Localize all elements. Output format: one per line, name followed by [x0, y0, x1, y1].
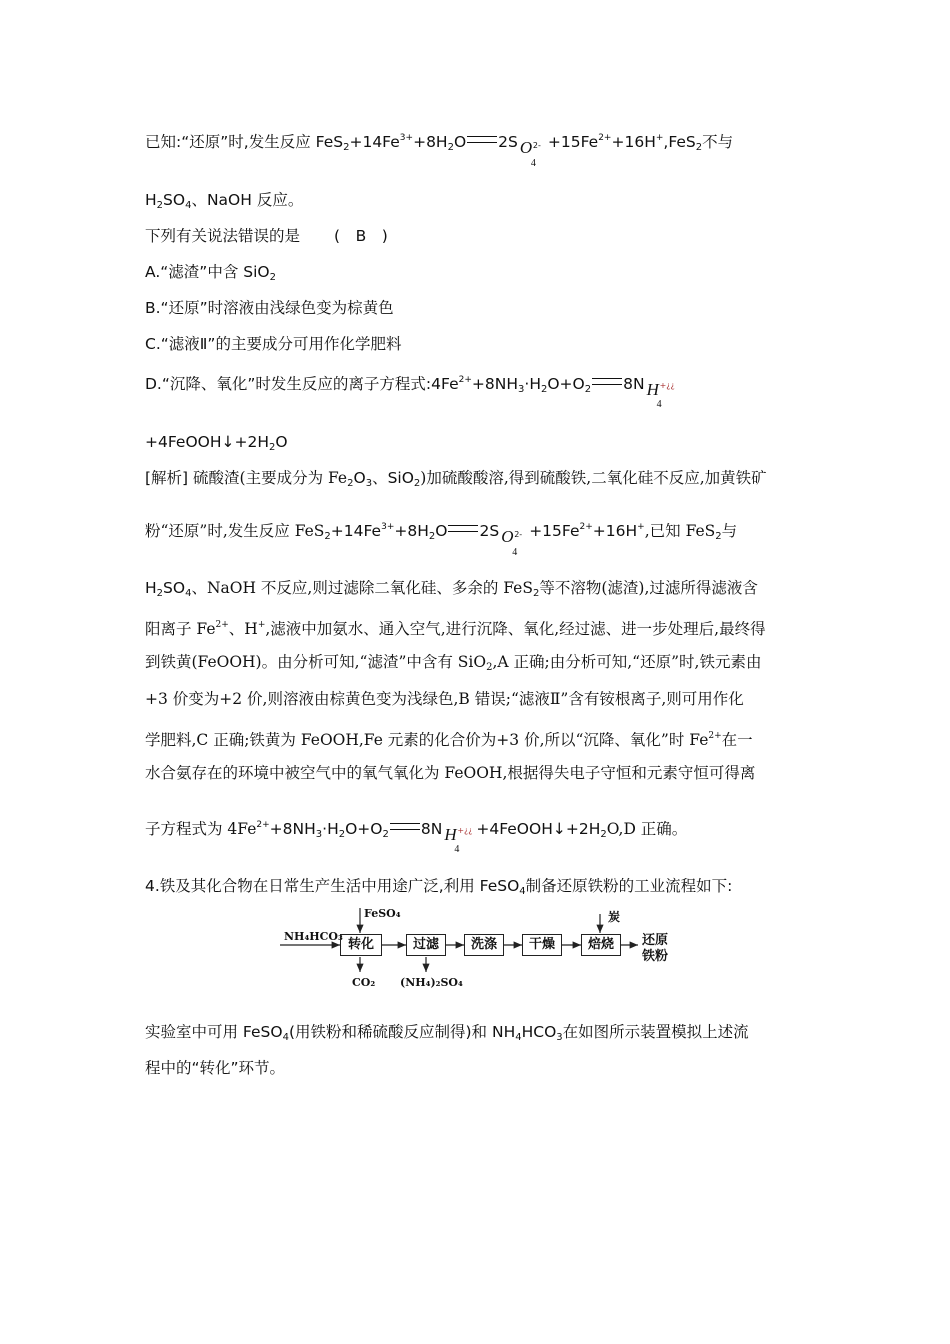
equals-sign: [592, 378, 622, 385]
input-nh4hco3-label: NH₄HCO₃: [284, 930, 343, 943]
text: O: [353, 469, 366, 487]
subscript: 4: [282, 1032, 289, 1043]
text: 制备还原铁粉的工业流程如下:: [525, 877, 733, 895]
text: 子方程式为 4Fe: [145, 820, 257, 838]
option-d: [145, 369, 679, 410]
equals-sign: [448, 525, 478, 532]
option-b: [145, 297, 394, 319]
text: O+O: [345, 820, 383, 838]
text: O: [453, 133, 467, 151]
subscript: 4: [185, 588, 192, 599]
question-4: [145, 875, 732, 903]
text: ,滤液中加氨水、通入空气,进行沉降、氧化,经过滤、进一步处理后,最终得: [265, 620, 766, 638]
ion-charge: +¿¿: [659, 381, 675, 390]
product-label-line-1: 还原: [642, 933, 669, 948]
ion-charge: 2-: [532, 141, 541, 150]
ion-subscript: 4: [656, 399, 662, 410]
text: 4.铁及其化合物在日常生产生活中用途广泛,利用 FeSO: [145, 877, 520, 895]
subscript: 2: [413, 478, 421, 489]
subscript: 3: [556, 1032, 563, 1043]
text: +4FeOOH↓+2H: [476, 820, 601, 838]
text: +8NH: [471, 375, 519, 393]
analysis-line-9: [145, 814, 688, 855]
input-carbon-label: 炭: [608, 910, 621, 924]
text: 阳离子 Fe: [145, 620, 216, 638]
subscript: 2: [447, 142, 454, 153]
text: 实验室中可用 FeSO: [145, 1023, 283, 1041]
text: ,A 正确;由分析可知,“还原”时,铁元素由: [492, 653, 762, 671]
subscript: 3: [518, 384, 525, 395]
text: +8H: [394, 522, 429, 540]
superscript: 3+: [381, 522, 395, 532]
text: 到铁黄(FeOOH)。由分析可知,“滤渣”中含有 SiO: [145, 653, 487, 671]
question-text: 下列有关说法错误的是: [145, 227, 301, 245]
subscript: 2: [156, 588, 164, 599]
output-ammonium-sulfate-label: (NH₄)₂SO₄: [400, 976, 463, 989]
subscript: 4: [185, 200, 192, 211]
question-stem: [145, 225, 388, 247]
analysis-line-7: [145, 725, 753, 751]
text: O,D 正确。: [606, 820, 688, 838]
step-filtration-box: 过滤: [406, 934, 446, 956]
ion-letter: H: [646, 380, 659, 399]
superscript: +: [655, 133, 664, 143]
ion-letter: O: [501, 527, 514, 546]
ion-charge: 2-: [514, 530, 523, 539]
text: +8NH: [269, 820, 316, 838]
superscript: 2+: [215, 620, 229, 630]
subscript: 2: [540, 384, 548, 395]
sulfate-ion-notation: [518, 127, 548, 169]
text: +4FeOOH↓+2H: [145, 433, 269, 451]
ion-letter: H: [444, 825, 457, 844]
text: B.“还原”时溶液由浅绿色变为棕黄色: [145, 299, 394, 317]
ion-charge: +¿¿: [457, 826, 473, 835]
option-a: [145, 261, 276, 289]
step-washing-box: 洗涤: [464, 934, 504, 956]
text: 已知:“还原”时,发生反应 FeS: [145, 133, 344, 151]
lab-paragraph-line-1: [145, 1021, 749, 1049]
subscript: 2: [269, 442, 276, 453]
ammonium-ion-notation: [442, 814, 476, 855]
text: +16H: [611, 133, 656, 151]
analysis-line-1: [145, 467, 767, 495]
analysis-line-2: [145, 516, 738, 558]
analysis-tag: [解析]: [145, 469, 189, 487]
analysis-line-4: [145, 614, 766, 640]
step-roasting-box: 焙烧: [581, 934, 621, 956]
text: ·H: [322, 820, 339, 838]
text: +15Fe: [529, 522, 580, 540]
superscript: 3+: [399, 133, 414, 143]
text: 在一: [721, 731, 753, 749]
option-d-continued: [145, 431, 288, 459]
superscript: +: [637, 522, 645, 532]
ammonium-ion-notation: [645, 369, 679, 410]
analysis-line-6: [145, 688, 744, 710]
text: H: [145, 579, 157, 597]
superscript: 2+: [598, 133, 612, 143]
text: 、H: [228, 620, 258, 638]
text: 在如图所示装置模拟上述流: [562, 1023, 749, 1041]
text: +16H: [592, 522, 638, 540]
product-label-line-2: 铁粉: [642, 949, 669, 964]
text: 8N: [623, 375, 645, 393]
lab-paragraph-line-2: [145, 1057, 285, 1079]
intro-equation-line: [145, 127, 734, 169]
ion-letter: O: [519, 138, 533, 157]
text: A.“滤渣”中含 SiO: [145, 263, 270, 281]
text: 不与: [702, 133, 734, 151]
subscript: 2: [156, 200, 164, 211]
text: +14Fe: [349, 133, 400, 151]
subscript: 2: [584, 384, 592, 395]
subscript: 2: [343, 142, 350, 153]
superscript: 2+: [458, 375, 472, 385]
superscript: 2+: [708, 731, 722, 741]
subscript: 3: [315, 829, 323, 840]
step-drying-box: 干燥: [522, 934, 562, 956]
analysis-line-3: [145, 577, 758, 605]
text: 8N: [420, 820, 443, 838]
text: SO: [163, 579, 186, 597]
text: 、NaOH 不反应,则过滤除二氧化硅、多余的 FeS: [191, 579, 533, 597]
subscript: 3: [365, 478, 373, 489]
answer-choice: ( B ): [334, 227, 388, 245]
subscript: 4: [519, 886, 526, 897]
text: 粉“还原”时,发生反应 FeS: [145, 522, 325, 540]
input-feso4-label: FeSO₄: [364, 907, 401, 920]
subscript: 4: [515, 1032, 522, 1043]
text: ,已知 FeS: [644, 522, 716, 540]
subscript: 2: [428, 531, 436, 542]
subscript: 2: [695, 142, 703, 153]
text: 等不溶物(滤渣),过滤所得滤液含: [539, 579, 758, 597]
subscript: 2: [347, 478, 354, 489]
text: 学肥料,C 正确;铁黄为 FeOOH,Fe 元素的化合价为+3 价,所以“沉降、氧化”时 Fe: [145, 731, 709, 749]
analysis-line-8: [145, 762, 755, 784]
text: C.“滤液Ⅱ”的主要成分可用作化学肥料: [145, 335, 402, 353]
intro-line-2: [145, 189, 303, 217]
subscript: 2: [382, 829, 389, 840]
analysis-line-5: [145, 651, 761, 679]
subscript: 2: [600, 829, 607, 840]
superscript: 2+: [256, 820, 270, 830]
text: +14Fe: [330, 522, 382, 540]
text: H: [145, 191, 157, 209]
text: ,FeS: [663, 133, 696, 151]
process-flow-diagram: [278, 900, 698, 1000]
text: 2S: [498, 133, 518, 151]
subscript: 2: [338, 829, 346, 840]
subscript: 2: [269, 272, 276, 283]
text: 与: [721, 522, 738, 540]
text: D.“沉降、氧化”时发生反应的离子方程式:4Fe: [145, 375, 459, 393]
text: +3 价变为+2 价,则溶液由棕黄色变为浅绿色,B 错误;“滤液Ⅱ”含有铵根离子,则可用作化: [145, 690, 744, 708]
text: (用铁粉和稀硫酸反应制得)和 NH: [288, 1023, 516, 1041]
subscript: 2: [532, 588, 540, 599]
option-c: [145, 333, 401, 355]
equals-sign: [467, 136, 497, 143]
text: SO: [163, 191, 186, 209]
text: ·H: [524, 375, 541, 393]
superscript: +: [257, 620, 266, 630]
superscript: 2+: [579, 522, 593, 532]
ion-subscript: 4: [512, 547, 518, 558]
output-co2-label: CO₂: [352, 976, 376, 989]
text: +15Fe: [547, 133, 599, 151]
text: O: [275, 433, 288, 451]
text: 2S: [479, 522, 500, 540]
text: O+O: [547, 375, 585, 393]
equals-sign: [390, 823, 420, 830]
text: )加硫酸酸溶,得到硫酸铁,二氧化硅不反应,加黄铁矿: [420, 469, 767, 487]
subscript: 2: [324, 531, 331, 542]
sulfate-ion-notation: [499, 516, 529, 558]
text: HCO: [521, 1023, 557, 1041]
step-conversion-box: 转化: [340, 934, 382, 956]
text: 水合氨存在的环境中被空气中的氧气氧化为 FeOOH,根据得失电子守恒和元素守恒可得离: [145, 764, 756, 782]
text: 程中的“转化”环节。: [145, 1059, 286, 1077]
ion-subscript: 4: [454, 844, 460, 855]
text: 、SiO: [372, 469, 414, 487]
ion-subscript: 4: [530, 158, 536, 169]
text: 、NaOH 反应。: [191, 191, 304, 209]
text: O: [435, 522, 448, 540]
text: +8H: [413, 133, 448, 151]
subscript: 2: [715, 531, 722, 542]
text: 硫酸渣(主要成分为 Fe: [193, 469, 348, 487]
subscript: 2: [486, 662, 493, 673]
